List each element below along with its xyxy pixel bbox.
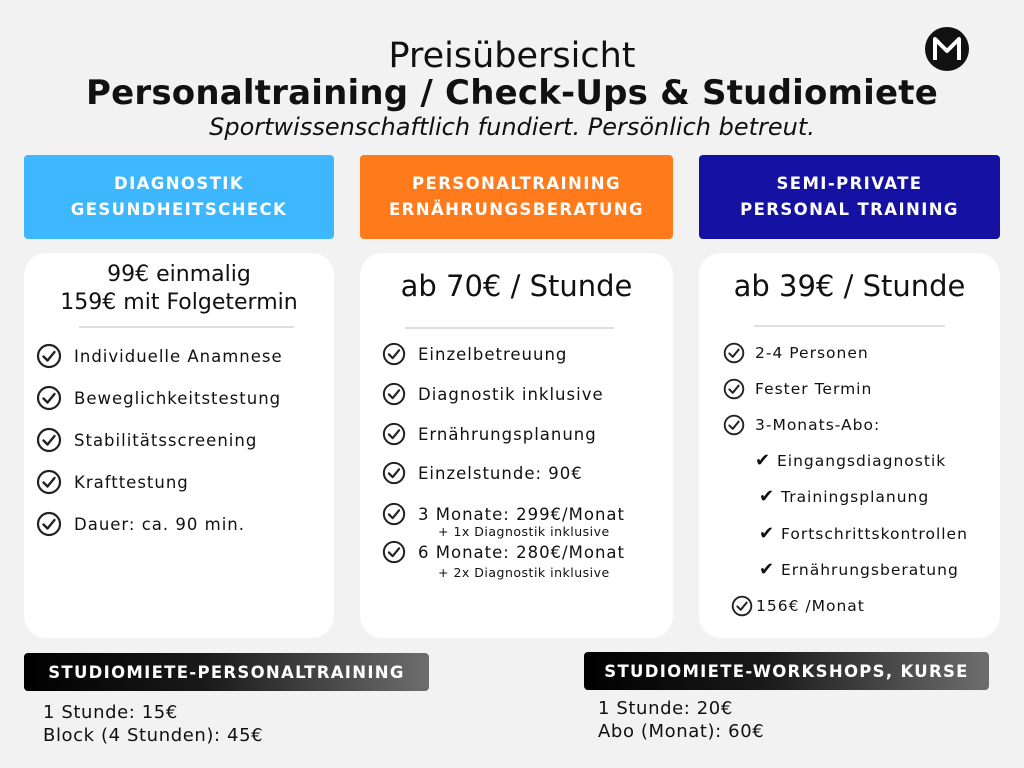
price-line: ab 39€ / Stunde [733,269,966,303]
studiomiete-workshops-banner [584,652,989,690]
list-item [382,502,625,526]
list-item [723,378,872,400]
card-semi-private [699,253,1000,638]
list-item [36,427,257,453]
list-item [759,486,929,507]
list-item-label: Krafttestung [74,472,189,492]
circle-check-icon [723,378,745,400]
list-item-label: Einzelstunde: 90€ [418,463,583,483]
price-line: 1 Stunde: 20€ [598,698,733,719]
list-item-label: Ernährungsplanung [418,424,597,444]
circle-check-icon [36,469,62,495]
divider [79,326,294,328]
price-line: 99€ einmalig [107,262,251,287]
list-item [36,343,283,369]
page-tagline: Sportwissenschaftlich fundiert. Persönlich betreut. [209,113,815,141]
circle-check-icon [36,343,62,369]
list-item-label: Stabilitätsscreening [74,430,258,450]
studiomiete-personaltraining-prices [43,701,263,747]
circle-check-icon [36,511,62,537]
list-item-label: Individuelle Anamnese [74,346,283,366]
banner-title: STUDIOMIETE-WORKSHOPS, KURSE [604,661,969,681]
list-item-label: 3 Monate: 299€/Monat [418,504,625,524]
list-item [382,540,625,564]
header-line: PERSONALTRAINING [412,174,621,193]
list-item-label: Trainingsplanung [781,487,930,506]
price-line: Abo (Monat): 60€ [598,721,765,742]
divider [754,325,945,327]
list-item-label: Fester Termin [755,380,873,398]
price-line: Block (4 Stunden): 45€ [43,725,264,746]
price-line: 159€ mit Folgetermin [60,290,298,315]
studiomiete-workshops-prices [598,697,764,743]
list-item [36,385,281,411]
list-item-label: Beweglichkeitstestung [74,388,282,408]
list-item [731,595,865,617]
list-item-label: Ernährungsberatung [781,560,959,579]
circle-check-icon [723,414,745,436]
list-item-note: + 1x Diagnostik inklusive [438,524,610,539]
circle-check-icon [382,382,406,406]
list-item-label: 6 Monate: 280€/Monat [418,542,625,562]
header-line: ERNÄHRUNGSBERATUNG [389,200,644,219]
circle-check-icon [382,461,406,485]
header-personaltraining [360,155,673,239]
card-personaltraining [360,253,673,638]
banner-title: STUDIOMIETE-PERSONALTRAINING [48,662,405,682]
circle-check-icon [382,502,406,526]
list-item [382,342,567,366]
circle-check-icon [382,540,406,564]
list-item [723,414,880,436]
check-icon: ✔ [759,486,776,507]
price-block [24,261,334,317]
list-item [36,469,189,495]
studiomiete-personaltraining-banner [24,653,429,691]
circle-check-icon [36,385,62,411]
divider [405,327,614,329]
list-item-label: Dauer: ca. 90 min. [74,514,245,534]
list-item-label: 3-Monats-Abo: [755,416,881,434]
circle-check-icon [731,595,753,617]
price-line: 1 Stunde: 15€ [43,702,178,723]
circle-check-icon [382,422,406,446]
list-item [755,450,946,471]
card-diagnostik [24,253,334,638]
list-item-label: Diagnostik inklusive [418,384,604,404]
circle-check-icon [382,342,406,366]
list-item [382,382,604,406]
header-line: GESUNDHEITSCHECK [70,200,288,219]
header-diagnostik [24,155,334,239]
check-icon: ✔ [759,523,776,544]
list-item-label: 156€ /Monat [756,597,865,615]
list-item-label: Eingangsdiagnostik [777,451,947,470]
header-line: PERSONAL TRAINING [740,200,959,219]
list-item [382,461,583,485]
list-item-label: 2-4 Personen [755,344,869,362]
header-semi-private [699,155,1000,239]
list-item [382,422,597,446]
check-icon: ✔ [759,559,776,580]
list-item-label: Einzelbetreuung [418,344,568,364]
circle-check-icon [723,342,745,364]
page-title: Preisübersicht [388,36,636,76]
circle-check-icon [36,427,62,453]
list-item-note: + 2x Diagnostik inklusive [438,565,610,580]
price-line: ab 70€ / Stunde [400,269,633,303]
check-icon: ✔ [755,450,772,471]
list-item [36,511,245,537]
list-item [759,523,968,544]
page-headline: Personaltraining / Check-Ups & Studiomiete [85,73,938,113]
header-line: SEMI-PRIVATE [776,174,923,193]
header-line: DIAGNOSTIK [113,174,245,193]
list-item [723,342,869,364]
list-item-label: Fortschrittskontrollen [781,524,968,543]
list-item [759,559,959,580]
